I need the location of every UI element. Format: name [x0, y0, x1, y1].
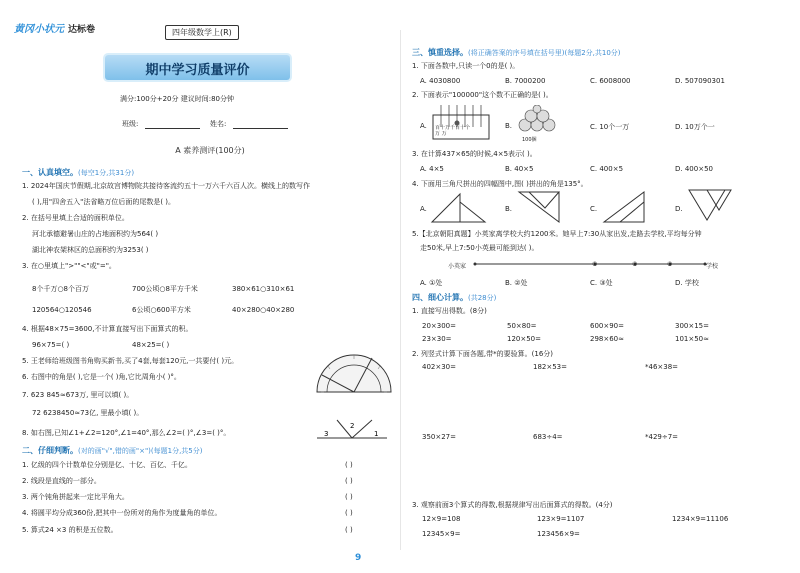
pattern-item: 12345×9=: [422, 530, 461, 538]
section-a-label: A 素养测评(100分): [175, 146, 245, 155]
pattern-item: 1234×9=11106: [672, 515, 729, 523]
judge-answer[interactable]: ( ): [345, 477, 353, 485]
question-4: 4. 根据48×75=3600,不计算直接写出下面算式的积。: [22, 325, 193, 333]
judge-item: 1. 亿级的四个计数单位分别是亿、十亿、百亿、千亿。: [22, 461, 192, 469]
score-line: 满分:100分+20分 建议时间:80分钟: [120, 95, 234, 103]
calc-3: 3. 观察前面3个算式的得数,根据规律写出后面算式的得数。(4分): [412, 501, 613, 509]
judge-answer[interactable]: ( ): [345, 509, 353, 517]
angle-figure: [312, 416, 392, 444]
route-label: 小英家: [448, 263, 467, 270]
grade-badge: 四年级数学上(R): [165, 25, 239, 40]
vertical-calc: *46×38=: [645, 363, 679, 371]
choice-option[interactable]: D. 10万个一: [675, 123, 715, 131]
calc-1: 1. 直接写出得数。(8分): [412, 307, 487, 315]
vertical-calc: 683÷4=: [533, 433, 563, 441]
choice-3: 3. 在计算437×65的时候,4×5表示( )。: [412, 150, 537, 158]
angle-2-label: 2: [350, 422, 355, 430]
question-7: 7. 623 845≈673万, 里可以填( )。: [22, 391, 134, 399]
choice-5-cont: 走50米,早上7:50小英最可能到达( )。: [420, 244, 539, 252]
judge-answer[interactable]: ( ): [345, 461, 353, 469]
name-field[interactable]: [233, 128, 288, 129]
choice-option[interactable]: B. 7000200: [505, 77, 546, 85]
choice-option[interactable]: A.: [420, 122, 427, 130]
calc-item: 120×50=: [507, 335, 541, 343]
question-6: 6. 右图中的角是( ),它是一个( )角,它比周角小( )°。: [22, 373, 181, 381]
question-7b: 72 6238450≈73亿, 里最小填( )。: [32, 409, 144, 417]
vertical-calc: *429÷7=: [645, 433, 679, 441]
route-line: [435, 256, 735, 274]
page-number: 9: [355, 553, 362, 563]
question-1: 1. 2024年国庆节假期,北京故宫博物院共接待客流约五十一万六千六百人次。横线上的数写作: [22, 182, 310, 190]
section-2-title: 二、仔细判断。(对的画"√",错的画"×")(每题1分,共5分): [22, 446, 203, 455]
series-label: 达标卷: [68, 25, 96, 35]
choice-option[interactable]: B. ②处: [505, 279, 528, 287]
choice-option[interactable]: D. 507090301: [675, 77, 725, 85]
page-divider: [400, 30, 401, 550]
pattern-item: 123×9=1107: [537, 515, 585, 523]
page-title: 期中学习质量评价: [145, 63, 250, 78]
choice-option[interactable]: A. ①处: [420, 279, 443, 287]
protractor-figure: [312, 350, 397, 400]
section-3-title: 三、慎重选择。(将正确答案的序号填在括号里)(每题2分,共10分): [412, 48, 621, 57]
choice-option[interactable]: D. 400×50: [675, 165, 713, 173]
section-4-title: 四、细心计算。(共28分): [412, 293, 497, 302]
choice-option[interactable]: D. 学校: [675, 279, 699, 287]
choice-option[interactable]: B.: [505, 122, 513, 130]
choice-option[interactable]: B. 40×5: [505, 165, 534, 173]
triangle-figure-d: [685, 186, 735, 224]
triangle-figure-c: [600, 188, 650, 224]
q3-item: 380×61○310×61: [232, 285, 295, 293]
vertical-calc: 182×53=: [533, 363, 567, 371]
q3-item: 40×280○40×280: [232, 306, 295, 314]
q3-item: 8个千万○8个百万: [32, 285, 90, 293]
calc-item: 50×80=: [507, 322, 537, 330]
q3-item: 120564○120546: [32, 306, 92, 314]
vertical-calc: 402×30=: [422, 363, 456, 371]
calc-item: 300×15=: [675, 322, 709, 330]
choice-option[interactable]: C. ③处: [590, 279, 613, 287]
question-3: 3. 在○里填上">""<"或"="。: [22, 262, 116, 270]
class-label: 班级:: [122, 120, 139, 128]
question-4a: 96×75=( ): [32, 341, 70, 349]
question-2b: 湖北神农架林区的总面积约为3253( ): [32, 246, 149, 254]
choice-option[interactable]: D.: [675, 205, 683, 213]
triangle-figure-a: [430, 190, 490, 224]
brand-logo: 黄冈小状元: [14, 24, 64, 35]
calc-item: 20×300=: [422, 322, 456, 330]
calc-item: 101×50≈: [675, 335, 709, 343]
choice-option[interactable]: C. 10个一万: [590, 123, 630, 131]
choice-1: 1. 下面各数中,只读一个0的是( )。: [412, 62, 520, 70]
choice-2: 2. 下面表示"100000"这个数不正确的是( )。: [412, 91, 553, 99]
judge-item: 2. 线段是直线的一部分。: [22, 477, 101, 485]
triangle-figure-b: [515, 188, 565, 224]
judge-answer[interactable]: ( ): [345, 526, 353, 534]
vertical-calc: 350×27=: [422, 433, 456, 441]
question-8: 8. 如右图,已知∠1+∠2=120°,∠1=40°,那么∠2=( )°,∠3=( )°。: [22, 429, 231, 437]
question-4b: 48×25=( ): [132, 341, 170, 349]
q3-item: 700公顷○8平方千米: [132, 285, 198, 293]
route-label: ①: [592, 261, 598, 268]
question-2: 2. 在括号里填上合适的面积单位。: [22, 214, 129, 222]
choice-5: 5.【北京朝阳真题】小英家离学校大约1200米。她早上7:30从家出发,走路去学校,平均每分钟: [412, 230, 702, 238]
choice-option[interactable]: C.: [590, 205, 598, 213]
calc-item: 600×90=: [590, 322, 624, 330]
route-label: ②: [632, 261, 638, 268]
abacus-label: 百十万千百十个 万 万: [435, 125, 471, 137]
class-field[interactable]: [145, 128, 200, 129]
section-1-title: 一、认真填空。(每空1分,共31分): [22, 168, 135, 177]
bundle-label: 100捆: [522, 137, 537, 143]
pattern-item: 12×9=108: [422, 515, 461, 523]
question-5: 5. 王老师给班级图书角购买新书,买了4套,每套120元,一共要付( )元。: [22, 357, 239, 365]
choice-option[interactable]: C. 6008000: [590, 77, 631, 85]
route-label: 学校: [706, 263, 719, 270]
judge-item: 5. 算式24 ×3 的积是五位数。: [22, 526, 118, 534]
q3-item: 6公顷○600平方米: [132, 306, 191, 314]
choice-option[interactable]: A. 4×5: [420, 165, 444, 173]
choice-option[interactable]: A.: [420, 205, 427, 213]
choice-option[interactable]: C. 400×5: [590, 165, 624, 173]
angle-3-label: 3: [324, 430, 329, 438]
angle-1-label: 1: [374, 430, 379, 438]
question-2a: 河北承德避暑山庄的占地面积约为564( ): [32, 230, 159, 238]
question-1-cont: ( ),用"四舍五入"法省略万位后面的尾数是( )。: [32, 198, 176, 206]
judge-item: 3. 两个钝角拼起来一定比平角大。: [22, 493, 129, 501]
choice-option[interactable]: A. 4030800: [420, 77, 461, 85]
bundle-figure: [515, 105, 560, 135]
judge-answer[interactable]: ( ): [345, 493, 353, 501]
pattern-item: 123456×9=: [537, 530, 580, 538]
calc-item: 298×60≈: [590, 335, 624, 343]
name-label: 姓名:: [210, 120, 227, 128]
calc-item: 23×30=: [422, 335, 452, 343]
route-label: ③: [667, 261, 673, 268]
judge-item: 4. 将圆平均分成360份,把其中一份所对的角作为度量角的单位。: [22, 509, 222, 517]
choice-option[interactable]: B.: [505, 205, 513, 213]
calc-2: 2. 列竖式计算下面各题,带*的要验算。(16分): [412, 350, 553, 358]
choice-4: 4. 下面用三角尺拼出的四幅图中,图( )拼出的角是135°。: [412, 180, 588, 188]
